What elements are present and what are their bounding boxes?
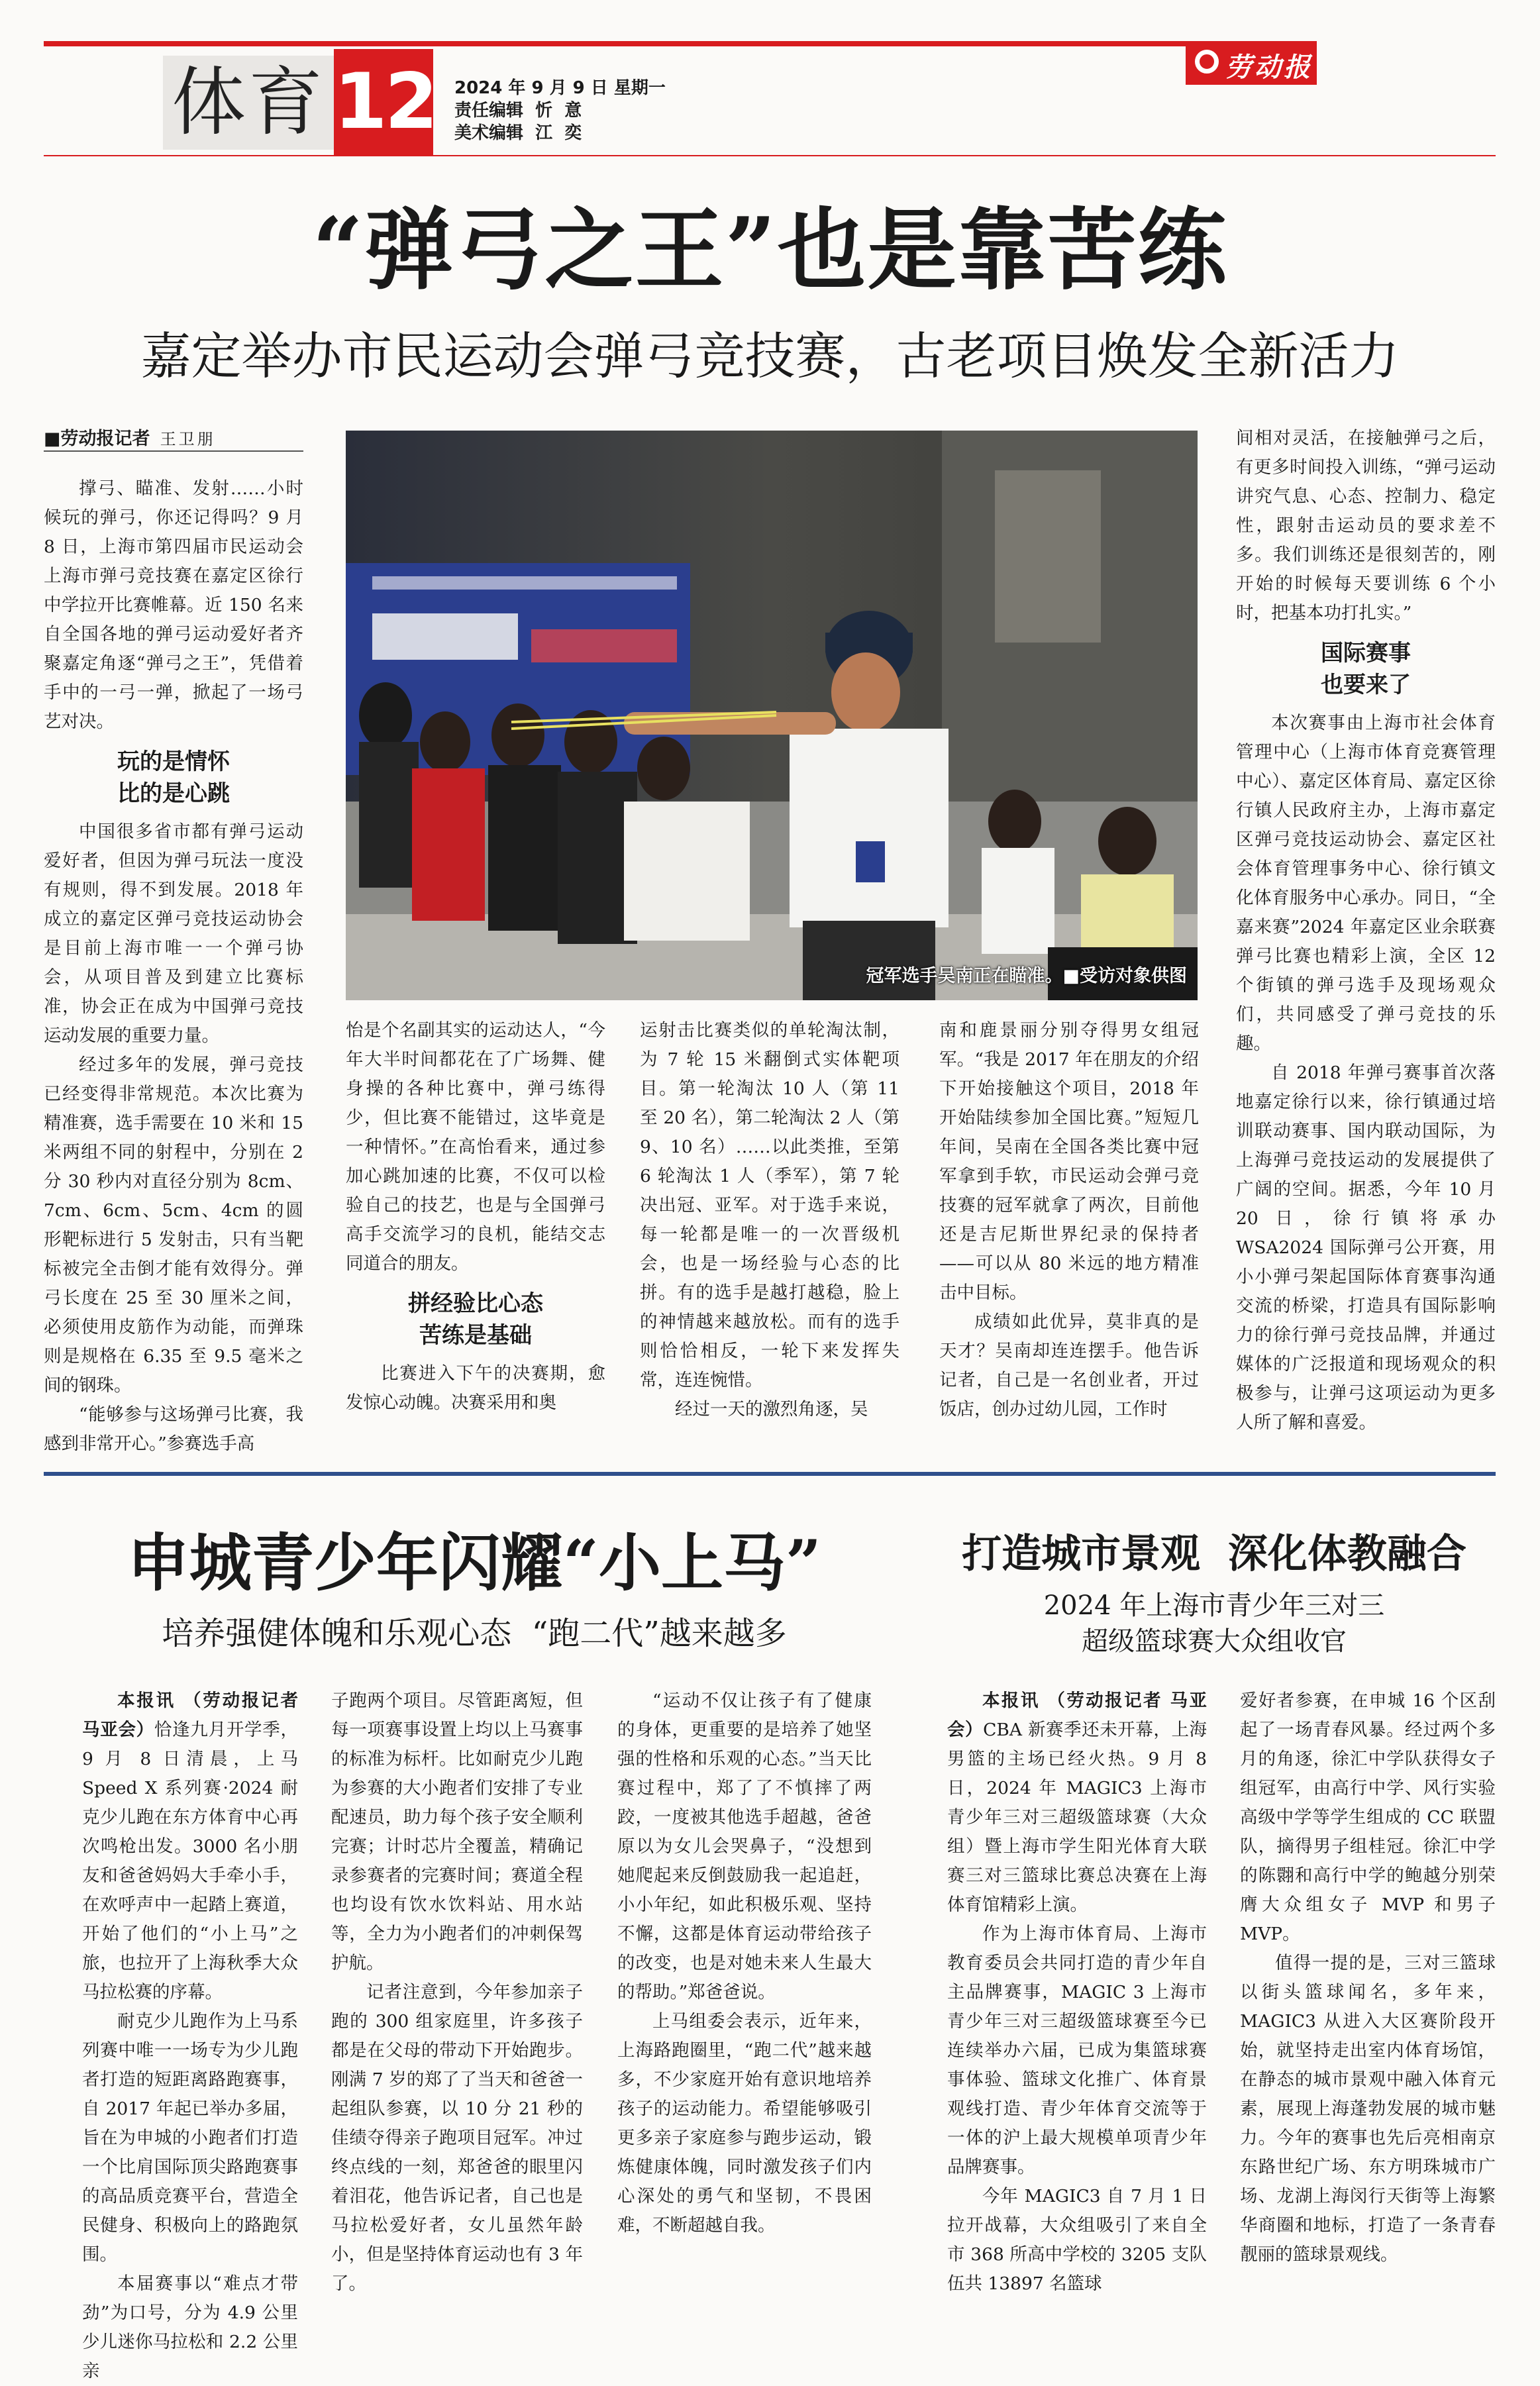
main-article-col-5 xyxy=(1236,424,1496,1433)
paragraph: 上马组委会表示，近年来，上海路跑圈里，“跑二代”越来越多，不少家庭开始有意识地培养孩子的运动能力。希望能够吸引更多亲子家庭参与跑步运动，锻炼健康体魄，同时激发孩子们内心深处的勇气和坚韧，不畏困难，不断超越自我。 xyxy=(617,2011,872,2236)
article3-headline: 打造城市景观 深化体教融合 xyxy=(962,1531,1466,1577)
paragraph: “运动不仅让孩子有了健康的身体，更重要的是培养了她坚强的性格和乐观的心态。”当天比赛过程中，郑了了不慎摔了两跤，一度被其他选手超越，爸爸原以为女儿会哭鼻子，“没想到她爬起来反倒鼓励我一起追赶，小小年纪，如此积极乐观、坚持不懈，这都是体育运动带给孩子的改变，也是对她未来人生最大的帮助。”郑爸爸说。 xyxy=(617,1690,872,2002)
paragraph: 自 2018 年弹弓赛事首次落地嘉定徐行以来，徐行镇通过培训联动赛事、国内联动国际，为上海弹弓竞技运动的发展提供了广阔的空间。据悉，今年 10 月 20 日，徐行镇将承办 WSA2024 国际弹弓公开赛，用小小弹弓架起国际体育赛事沟通交流的桥梁，打造具有国际影响力的徐行弹弓竞技品牌，并通过媒体的广泛报道和现场观众的积极参与，让弹弓这项运动为更多人所了解和喜爱。 xyxy=(1236,1063,1496,1433)
subheading-line: 拼经验比心态 xyxy=(408,1290,543,1317)
article3-subheadline-1: 2024 年上海市青少年三对三 xyxy=(1043,1590,1385,1621)
section-divider xyxy=(44,1472,1496,1476)
subheading-line: 国际赛事 xyxy=(1321,640,1411,666)
page-number: 12 xyxy=(334,57,436,146)
paragraph: 记者注意到，今年参加亲子跑的 300 组家庭里，许多孩子都是在父母的带动下开始跑步。刚满 7 岁的郑了了当天和爸爸一起组队参赛，以 10 分 21 秒的佳绩夺得亲子跑项目冠军。冲过终点线的一刻，郑爸爸的眼里闪着泪花，他告诉记者，自己也是马拉松爱好者，女儿虽然年龄小，但是坚持体育运动也有 3 年了。 xyxy=(331,1982,583,2294)
paragraph: 运射击比赛类似的单轮淘汰制，为 7 轮 15 米翻倒式实体靶项目。第一轮淘汰 10 人（第 11 至 20 名），第二轮淘汰 2 人（第 9、10 名）……以此类推，至第 6 轮淘汰 1 人（季军），第 7 轮决出冠、亚军。对于选手来说，每一轮都是唯一的一次晋级机会，也是一场经验与心态的比拼。有的选手是越打越稳，脸上的神情越来越放松。而有的选手则恰恰相反，一轮下来发挥失常，连连惋惜。 xyxy=(640,1020,899,1390)
paragraph: 作为上海市体育局、上海市教育委员会共同打造的青少年自主品牌赛事，MAGIC 3 上海市青少年三对三超级篮球赛至今已连续举办六届，已成为集篮球赛事体验、篮球文化推广、体育景观线打造、青少年体育交流等于一体的沪上最大规模单项青少年品牌赛事。 xyxy=(947,1924,1207,2177)
paragraph xyxy=(82,1686,298,2007)
paragraph: 比赛进入下午的决赛期，愈发惊心动魄。决赛采用和奥 xyxy=(346,1363,605,1413)
paragraph: 南和鹿景丽分别夺得男女组冠军。“我是 2017 年在朋友的介绍下开始接触这个项目，2018 年开始陆续参加全国比赛。”短短几年间，吴南在全国各类比赛中冠军拿到手软，市民运动会弹弓竞技赛的冠军就拿了两次，目前他还是吉尼斯世界纪录的保持者——可以从 80 米远的地方精准击中目标。 xyxy=(939,1020,1199,1303)
paragraph: 爱好者参赛，在申城 16 个区刮起了一场青春风暴。经过两个多月的角逐，徐汇中学队获得女子组冠军，由高行中学、风行实验高级中学等学生组成的 CC 联盟队，摘得男子组桂冠。徐汇中学的陈翾和高行中学的鲍越分别荣膺大众组女子 MVP 和男子 MVP。 xyxy=(1240,1690,1496,1944)
photo-illustration xyxy=(346,431,1198,1000)
subheading-line: 比的是心跳 xyxy=(117,780,230,807)
main-article-col-2 xyxy=(346,1016,605,1423)
masthead xyxy=(0,0,1540,159)
issue-date: 2024 年 9 月 9 日 星期一 xyxy=(454,78,666,98)
byline xyxy=(44,424,303,452)
section-name: 体育 xyxy=(172,60,325,146)
paragraph: 撑弓、瞄准、发射……小时候玩的弹弓，你还记得吗？9 月 8 日，上海市第四届市民运动会上海市弹弓竞技赛在嘉定区徐行中学拉开比赛帷幕。近 150 名来自全国各地的弹弓运动爱好者齐聚嘉定角逐“弹弓之王”，凭借着手中的一弓一弹，掀起了一场弓艺对决。 xyxy=(44,478,303,732)
paragraph-text: CBA 新赛季还未开幕，上海男篮的主场已经火热。9 月 8 日，2024 年 MAGIC3 上海市青少年三对三超级篮球赛（大众组）暨上海市学生阳光体育大联赛三对三篮球比赛总决赛在上海体育馆精彩上演。 xyxy=(947,1720,1207,1915)
photo-caption: 冠军选手吴南正在瞄准。■受访对象供图 xyxy=(866,966,1187,986)
paragraph xyxy=(947,1686,1207,1920)
masthead-bottom-rule xyxy=(44,155,1496,156)
main-article-col-4 xyxy=(939,1016,1199,1423)
subheading xyxy=(346,1288,605,1351)
article2-col-2 xyxy=(331,1686,583,2294)
responsible-editor: 责任编辑 忻 意 xyxy=(454,101,582,121)
paragraph: 成绩如此优异，莫非真的是天才？吴南却连连摆手。他告诉记者，自己是一名创业者，开过饭店，创办过幼儿园，工作时 xyxy=(939,1312,1199,1420)
paragraph: 经过一天的激烈角逐，吴 xyxy=(675,1399,868,1420)
main-subheadline: 嘉定举办市民运动会弹弓竞技赛，古老项目焕发全新活力 xyxy=(140,327,1400,386)
logo-mark-icon xyxy=(1195,50,1219,74)
paragraph: 本届赛事以“难点才带劲”为口号，分为 4.9 公里少儿迷你马拉松和 2.2 公里亲 xyxy=(82,2273,298,2381)
article3-col-1 xyxy=(947,1686,1207,2294)
paragraph: 耐克少儿跑作为上马系列赛中唯一一场专为少儿跑者打造的短距离路跑赛事，自 2017 年起已举办多届，旨在为申城的小跑者们打造一个比肩国际顶尖路跑赛事的高品质竞赛平台，营造全民健身、积极向上的路跑氛围。 xyxy=(82,2011,298,2265)
masthead-top-rule xyxy=(44,41,1187,46)
subheading xyxy=(44,746,303,809)
article3-col-2 xyxy=(1240,1686,1496,2283)
main-article-col-3 xyxy=(640,1016,899,1423)
main-photo xyxy=(346,431,1198,1000)
article2-byline: 本报讯 （劳动报记者 马亚会） xyxy=(82,1690,298,1740)
paragraph: “能够参与这场弹弓比赛，我感到非常开心。”参赛选手高 xyxy=(44,1404,303,1454)
byline-label: ■劳动报记者 xyxy=(44,429,150,449)
subheading-line: 玩的是情怀 xyxy=(117,749,230,775)
article2-col-1 xyxy=(82,1686,299,2381)
byline-name: 王卫朋 xyxy=(160,430,216,448)
paper-name: 劳动报 xyxy=(1225,52,1313,83)
paragraph: 子跑两个项目。尽管距离短，但每一项赛事设置上均以上马赛事的标准为标杆。比如耐克少儿跑为参赛的大小跑者们安排了专业配速员，助力每个孩子安全顺利完赛；计时芯片全覆盖，精确记录参赛者的完赛时间；赛道全程也均设有饮水饮料站、用水站等，全力为小跑者们的冲刺保驾护航。 xyxy=(331,1690,583,1973)
paragraph: 中国很多省市都有弹弓运动爱好者，但因为弹弓玩法一度没有规则，得不到发展。2018 年成立的嘉定区弹弓竞技运动协会是目前上海市唯一一个弹弓协会，从项目普及到建立比赛标准，协会正在成为中国弹弓竞技运动发展的重要力量。 xyxy=(44,821,303,1046)
paragraph: 怡是个名副其实的运动达人，“今年大半时间都花在了广场舞、健身操的各种比赛中，弹弓练得少，但比赛不能错过，这毕竟是一种情怀。”在高怡看来，通过参加心跳加速的比赛，不仅可以检验自己的技艺，也是与全国弹弓高手交流学习的良机，能结交志同道合的朋友。 xyxy=(346,1020,605,1274)
paragraph: 间相对灵活，在接触弹弓之后，有更多时间投入训练，“弹弓运动讲究气息、心态、控制力、稳定性，跟射击运动员的要求差不多。我们训练还是很刻苦的，刚开始的时候每天要训练 6 个小时，把基本功打扎实。” xyxy=(1236,428,1496,623)
article3-subheadline-2: 超级篮球赛大众组收官 xyxy=(1082,1626,1347,1657)
art-editor: 美术编辑 江 奕 xyxy=(454,123,582,143)
article2-subheadline: 培养强健体魄和乐观心态 “跑二代”越来越多 xyxy=(162,1615,787,1652)
paragraph: 值得一提的是，三对三篮球以街头篮球闻名，多年来，MAGIC3 从进入大区赛阶段开始，就坚持走出室内体育场馆，在静态的城市景观中融入体育元素，展现上海蓬勃发展的城市魅力。今年的赛事也先后亮相南京东路世纪广场、东方明珠城市广场、龙湖上海闵行天街等上海繁华商圈和地标，打造了一条青春靓丽的篮球景观线。 xyxy=(1240,1953,1496,2265)
paragraph-text: 恰逢九月开学季，9 月 8 日清晨，上马 Speed X 系列赛·2024 耐克少儿跑在东方体育中心再次鸣枪出发。3000 名小朋友和爸爸妈妈大手牵小手，在欢呼声中一起踏上赛道，开始了他们的“小上马”之旅，也拉开了上海秋季大众马拉松赛的序幕。 xyxy=(82,1720,299,2002)
main-article-col-1 xyxy=(44,474,303,1454)
paragraph: 经过多年的发展，弹弓竞技已经变得非常规范。本次比赛为精准赛，选手需要在 10 米和 15 米两组不同的射程中，分别在 2 分 30 秒内对直径分别为 8cm、7cm、6cm、5cm、4cm 的圆形靶标进行 5 发射击，只有当靶标被完全击倒才能有效得分。弹弓长度在 25 至 30 厘米之间，必须使用皮筋作为动能，而弹珠则是规格在 6.35 至 9.5 毫米之间的钢珠。 xyxy=(44,1055,303,1396)
article2-col-3 xyxy=(617,1686,872,2283)
subheading-line: 苦练是基础 xyxy=(419,1322,532,1349)
article3-byline: 本报讯 （劳动报记者 马亚会） xyxy=(947,1690,1207,1740)
subheading-line: 也要来了 xyxy=(1321,672,1411,698)
article2-headline: 申城青少年闪耀“小上马” xyxy=(127,1527,822,1600)
paragraph: 今年 MAGIC3 自 7 月 1 日拉开战幕，大众组吸引了来自全市 368 所高中学校的 3205 支队伍共 13897 名篮球 xyxy=(947,2186,1207,2294)
paper-logo xyxy=(1186,41,1317,85)
subheading xyxy=(1236,637,1496,701)
paragraph: 本次赛事由上海市社会体育管理中心（上海市体育竞赛管理中心）、嘉定区体育局、嘉定区徐行镇人民政府主办，上海市嘉定区弹弓竞技运动协会、嘉定区社会体育管理事务中心、徐行镇文化体育服务中心承办。同日，“全嘉来赛”2024 年嘉定区业余联赛弹弓比赛也精彩上演，全区 12 个街镇的弹弓选手及现场观众们，共同感受了弹弓竞技的乐趣。 xyxy=(1236,713,1496,1054)
main-headline: “弹弓之王”也是靠苦练 xyxy=(312,197,1228,302)
